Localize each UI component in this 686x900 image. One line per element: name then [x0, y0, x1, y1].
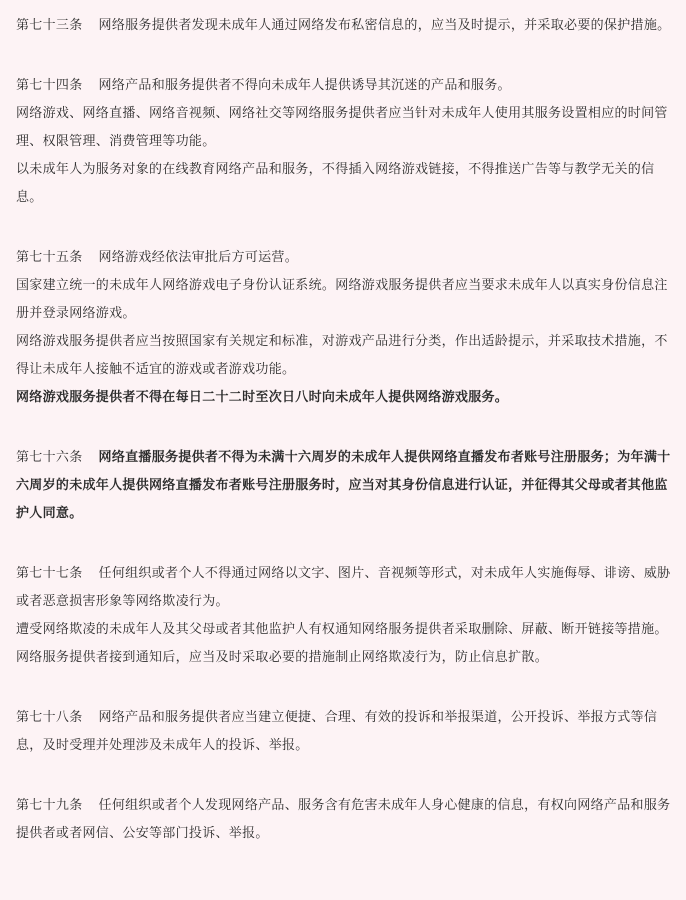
- article-block: [16, 792, 672, 848]
- article-text: 任何组织或者个人发现网络产品、服务含有危害未成年人身心健康的信息，有权向网络产品和服务提供者或者网信、公安等部门投诉、举报。: [16, 798, 671, 841]
- article-paragraph: [16, 156, 672, 212]
- article-text: 网络服务提供者发现未成年人通过网络发布私密信息的，应当及时提示，并采取必要的保护措施。: [98, 18, 671, 33]
- article-paragraph: [16, 444, 672, 528]
- article-text: 网络游戏服务提供者不得在每日二十二时至次日八时向未成年人提供网络游戏服务。: [16, 390, 509, 405]
- article-text: 国家建立统一的未成年人网络游戏电子身份认证系统。网络游戏服务提供者应当要求未成年人以真实身份信息注册并登录网络游戏。: [16, 278, 668, 321]
- article-paragraph: [16, 100, 672, 156]
- article-number: 第七十八条: [16, 710, 83, 725]
- article-text: 任何组织或者个人不得通过网络以文字、图片、音视频等形式，对未成年人实施侮辱、诽谤、威胁或者恶意损害形象等网络欺凌行为。: [16, 566, 671, 609]
- article-number: 第七十九条: [16, 798, 83, 813]
- article-block: [16, 244, 672, 412]
- article-text: 网络产品和服务提供者应当建立便捷、合理、有效的投诉和举报渠道，公开投诉、举报方式等信息，及时受理并处理涉及未成年人的投诉、举报。: [16, 710, 658, 753]
- article-paragraph: [16, 704, 672, 760]
- article-text: 遭受网络欺凌的未成年人及其父母或者其他监护人有权通知网络服务提供者采取删除、屏蔽、断开链接等措施。网络服务提供者接到通知后，应当及时采取必要的措施制止网络欺凌行为，防止信息扩散。: [16, 622, 668, 665]
- article-block: [16, 72, 672, 212]
- article-paragraph: [16, 272, 672, 328]
- article-number: 第七十七条: [16, 566, 83, 581]
- article-block: [16, 12, 672, 40]
- article-number: 第七十五条: [16, 250, 83, 265]
- article-text: 网络游戏经依法审批后方可运营。: [98, 250, 299, 265]
- article-paragraph: [16, 560, 672, 616]
- article-text: 网络游戏服务提供者应当按照国家有关规定和标准，对游戏产品进行分类，作出适龄提示，并采取技术措施，不得让未成年人接触不适宜的游戏或者游戏功能。: [16, 334, 668, 377]
- article-paragraph: [16, 792, 672, 848]
- article-number: 第七十四条: [16, 78, 83, 93]
- article-paragraph: [16, 72, 672, 100]
- article-text: 以未成年人为服务对象的在线教育网络产品和服务，不得插入网络游戏链接，不得推送广告等与教学无关的信息。: [16, 162, 655, 205]
- article-paragraph: [16, 328, 672, 384]
- article-text: 网络直播服务提供者不得为未满十六周岁的未成年人提供网络直播发布者账号注册服务；为年满十六周岁的未成年人提供网络直播发布者账号注册服务时，应当对其身份信息进行认证，并征得其父母或者其他监护人同意。: [16, 450, 671, 521]
- article-number: 第七十六条: [16, 450, 83, 465]
- article-block: [16, 704, 672, 760]
- article-paragraph: [16, 384, 672, 412]
- article-paragraph: [16, 12, 672, 40]
- article-paragraph: [16, 244, 672, 272]
- article-number: 第七十三条: [16, 18, 83, 33]
- article-text: 网络游戏、网络直播、网络音视频、网络社交等网络服务提供者应当针对未成年人使用其服务设置相应的时间管理、权限管理、消费管理等功能。: [16, 106, 668, 149]
- article-text: 网络产品和服务提供者不得向未成年人提供诱导其沉迷的产品和服务。: [98, 78, 511, 93]
- article-block: [16, 444, 672, 528]
- article-block: [16, 560, 672, 672]
- article-paragraph: [16, 616, 672, 672]
